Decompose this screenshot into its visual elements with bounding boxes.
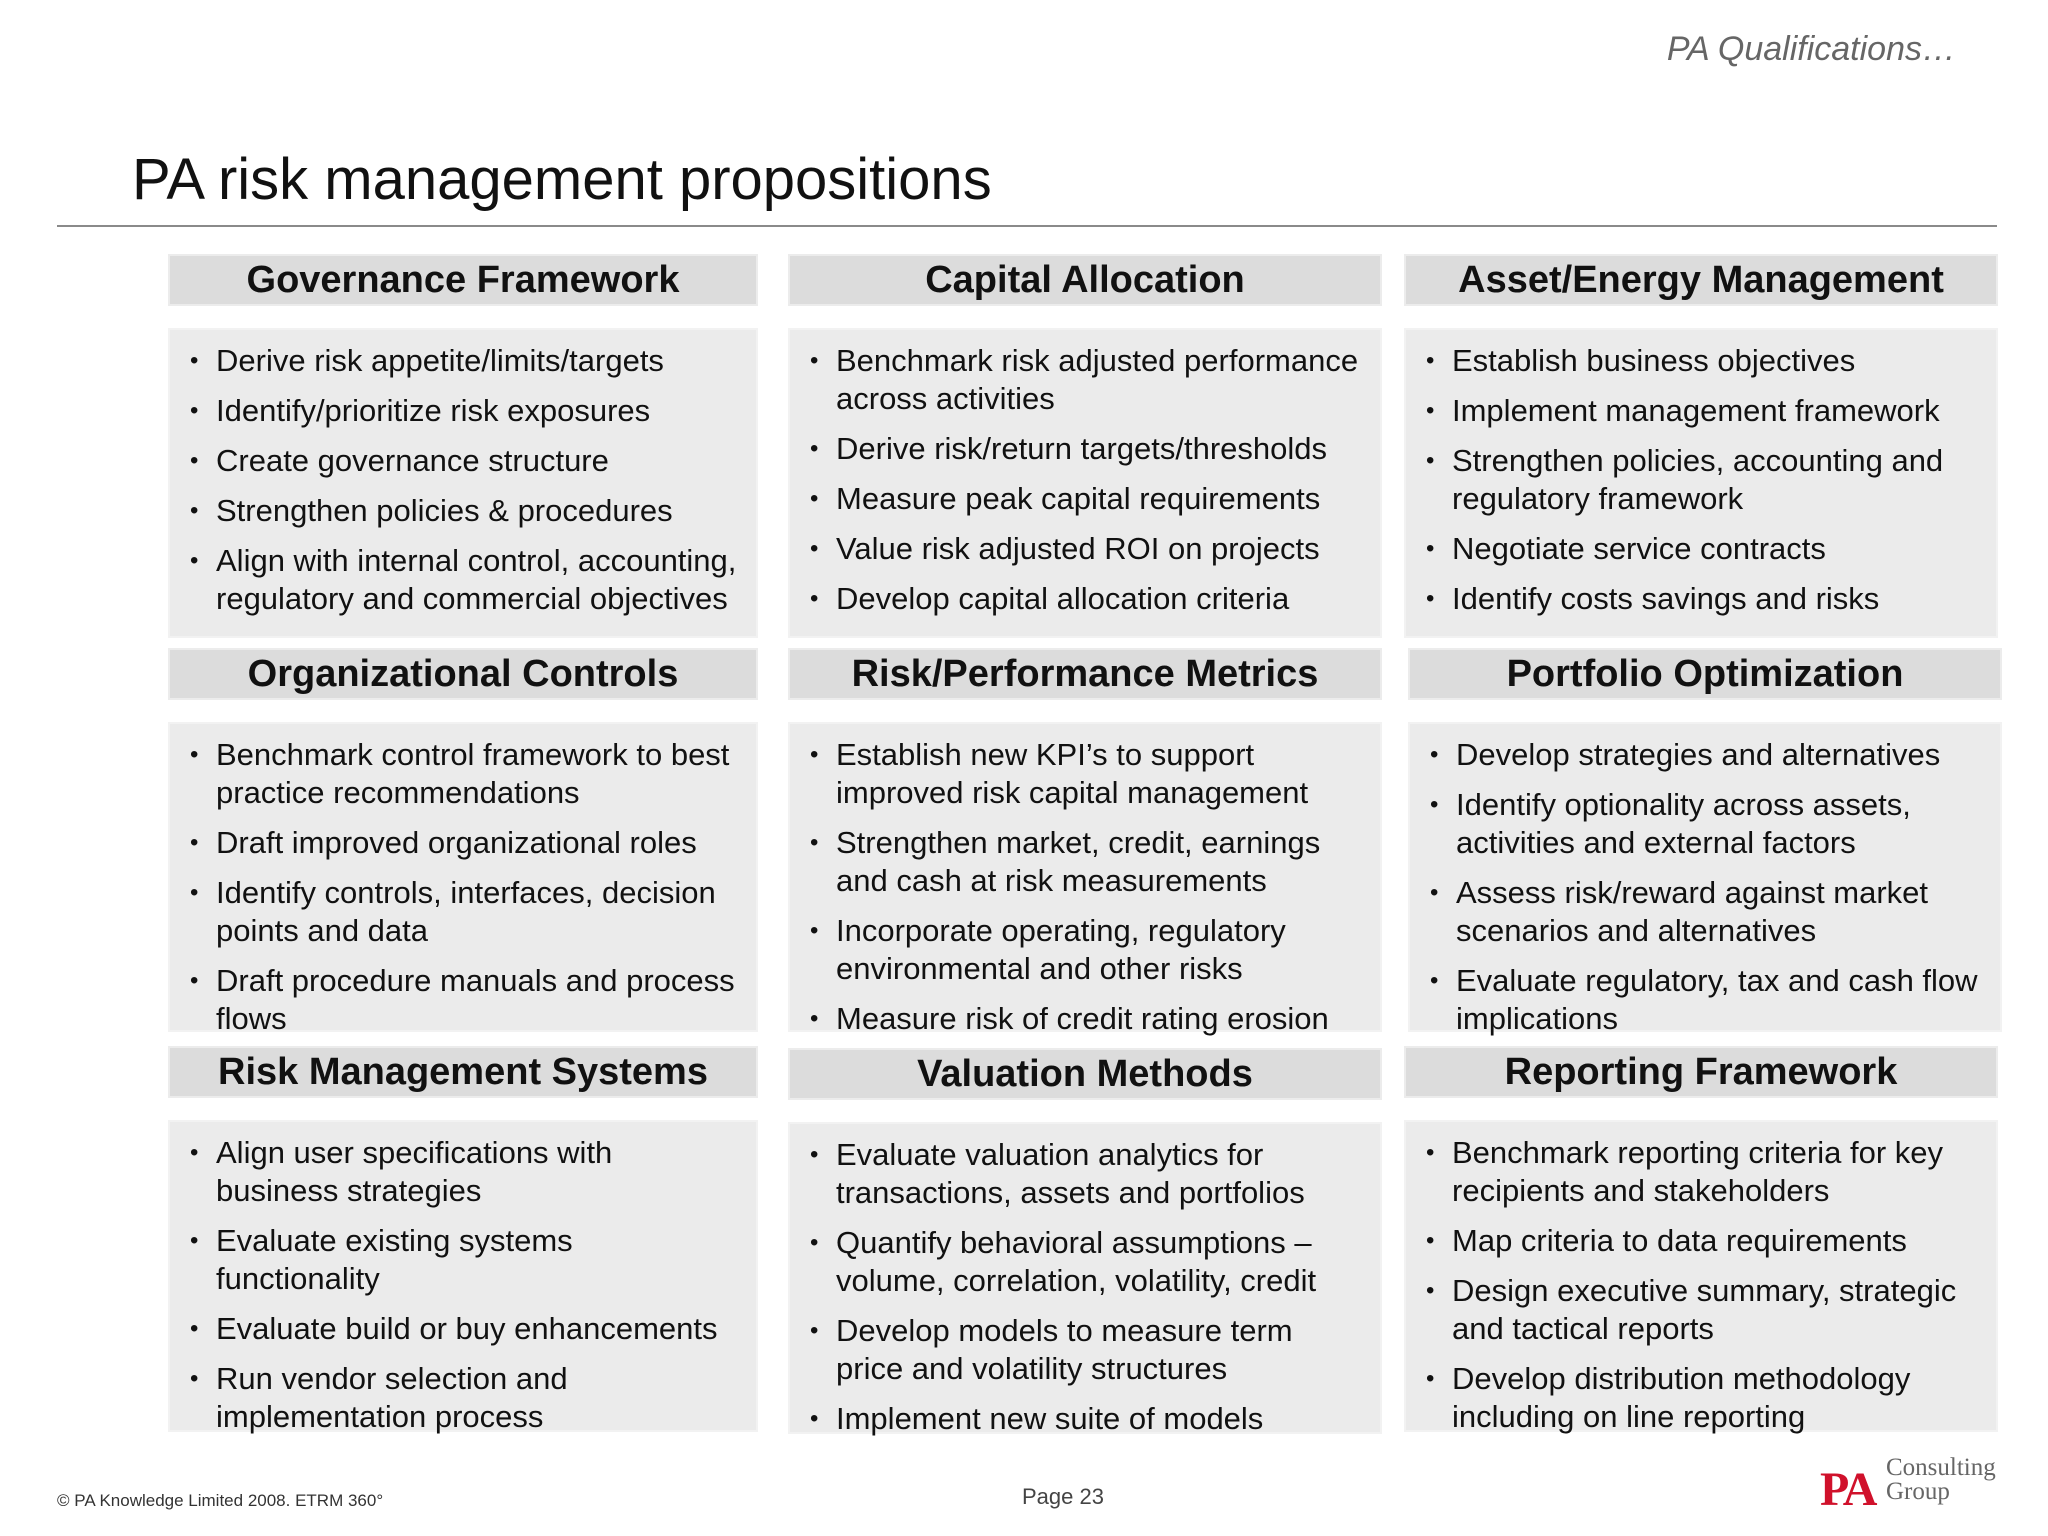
card-body [788, 722, 1382, 1036]
card-heading: Reporting Framework [1404, 1046, 1998, 1098]
list-item: • Strengthen policies, accounting and regulatory framework [1426, 442, 1978, 518]
list-item: • Incorporate operating, regulatory environmental and other risks [810, 912, 1362, 988]
card-heading: Governance Framework [168, 254, 758, 306]
list-item: • Evaluate build or buy enhancements [190, 1310, 738, 1348]
list-item: • Benchmark control framework to best practice recommendations [190, 736, 738, 812]
list-item: • Draft improved organizational roles [190, 824, 738, 862]
list-item: • Create governance structure [190, 442, 738, 480]
card-heading: Asset/Energy Management [1404, 254, 1998, 306]
list-item: • Design executive summary, strategic and tactical reports [1426, 1272, 1978, 1348]
list-item: • Identify/prioritize risk exposures [190, 392, 738, 430]
list-item: • Value risk adjusted ROI on projects [810, 530, 1362, 568]
list-item: • Quantify behavioral assumptions – volume, correlation, volatility, credit [810, 1224, 1362, 1300]
card-heading: Risk Management Systems [168, 1046, 758, 1098]
list-item: • Develop strategies and alternatives [1430, 736, 1982, 774]
list-item: • Evaluate regulatory, tax and cash flow implications [1430, 962, 1982, 1038]
list-item: • Benchmark reporting criteria for key recipients and stakeholders [1426, 1134, 1978, 1210]
list-item: • Develop capital allocation criteria [810, 580, 1362, 618]
list-item: • Establish new KPI’s to support improved risk capital management [810, 736, 1362, 812]
bullet-list [190, 342, 738, 618]
title-divider [57, 225, 1997, 227]
card-body [168, 1120, 758, 1432]
card-body [788, 1122, 1382, 1434]
bullet-list [810, 342, 1362, 618]
card-body [788, 328, 1382, 638]
logo-line-2: Group [1886, 1478, 1950, 1505]
list-item: • Evaluate valuation analytics for transactions, assets and portfolios [810, 1136, 1362, 1212]
list-item: • Develop distribution methodology including on line reporting [1426, 1360, 1978, 1436]
card-body [1404, 1120, 1998, 1432]
list-item: • Identify optionality across assets, activities and external factors [1430, 786, 1982, 862]
list-item: • Measure risk of credit rating erosion [810, 1000, 1362, 1038]
list-item: • Identify costs savings and risks [1426, 580, 1978, 618]
card-body [1408, 722, 2002, 1036]
card-body [168, 722, 758, 1036]
page-number: Page 23 [1022, 1484, 1104, 1509]
bullet-list [190, 736, 738, 1038]
list-item: • Implement management framework [1426, 392, 1978, 430]
card-heading: Valuation Methods [788, 1048, 1382, 1100]
bullet-list [810, 736, 1362, 1038]
list-item: • Derive risk/return targets/thresholds [810, 430, 1362, 468]
list-item: • Align user specifications with business strategies [190, 1134, 738, 1210]
card-heading: Capital Allocation [788, 254, 1382, 306]
list-item: • Negotiate service contracts [1426, 530, 1978, 568]
list-item: • Assess risk/reward against market scenarios and alternatives [1430, 874, 1982, 950]
card-body [168, 328, 758, 638]
copyright-notice: © PA Knowledge Limited 2008. ETRM 360° [57, 1491, 384, 1510]
list-item: • Evaluate existing systems functionality [190, 1222, 738, 1298]
bullet-list [1430, 736, 1982, 1038]
list-item: • Map criteria to data requirements [1426, 1222, 1978, 1260]
list-item: • Draft procedure manuals and process flows [190, 962, 738, 1038]
list-item: • Derive risk appetite/limits/targets [190, 342, 738, 380]
bullet-list [190, 1134, 738, 1436]
list-item: • Identify controls, interfaces, decision points and data [190, 874, 738, 950]
card-heading: Portfolio Optimization [1408, 648, 2002, 700]
list-item: • Align with internal control, accounting, regulatory and commercial objectives [190, 542, 738, 618]
card-body [1404, 328, 1998, 638]
logo-mark: PA [1820, 1463, 1875, 1516]
list-item: • Measure peak capital requirements [810, 480, 1362, 518]
bullet-list [1426, 342, 1978, 618]
logo-text [1886, 1456, 1996, 1504]
section-tag: PA Qualifications… [1666, 30, 1956, 68]
page-title: PA risk management propositions [132, 147, 992, 212]
card-heading: Risk/Performance Metrics [788, 648, 1382, 700]
bullet-list [1426, 1134, 1978, 1436]
pa-consulting-logo [1820, 1454, 2010, 1516]
bullet-list [810, 1136, 1362, 1438]
list-item: • Run vendor selection and implementation process [190, 1360, 738, 1436]
list-item: • Strengthen policies & procedures [190, 492, 738, 530]
card-heading: Organizational Controls [168, 648, 758, 700]
list-item: • Establish business objectives [1426, 342, 1978, 380]
propositions-grid [168, 254, 2010, 1436]
list-item: • Benchmark risk adjusted performance across activities [810, 342, 1362, 418]
list-item: • Strengthen market, credit, earnings and cash at risk measurements [810, 824, 1362, 900]
list-item: • Develop models to measure term price and volatility structures [810, 1312, 1362, 1388]
list-item: • Implement new suite of models [810, 1400, 1362, 1438]
logo-line-1: Consulting [1886, 1454, 1996, 1481]
